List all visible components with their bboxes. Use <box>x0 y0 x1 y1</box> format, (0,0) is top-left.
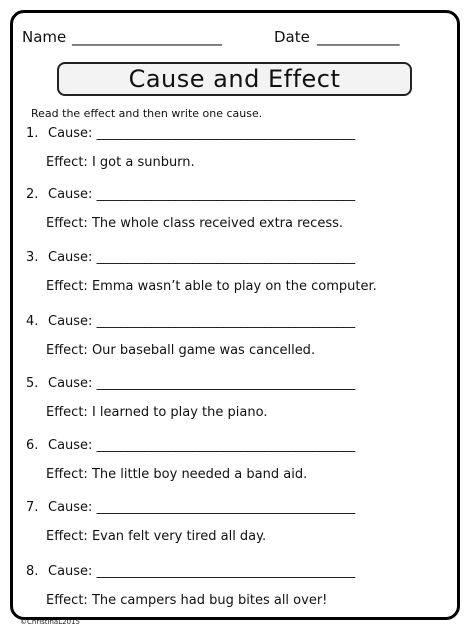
item-number: 2. <box>26 187 39 202</box>
effect-row <box>26 216 355 231</box>
cause-row <box>26 564 355 584</box>
effect-row <box>26 279 377 294</box>
cause-answer-line: ___________________________________________ <box>96 250 355 265</box>
date-field-line: ___________ <box>317 28 400 46</box>
effect-text: Our baseball game was cancelled. <box>91 343 316 358</box>
cause-answer-line: ___________________________________________ <box>96 438 355 453</box>
effect-text: The whole class received extra recess. <box>91 216 343 231</box>
item-number: 5. <box>26 376 39 391</box>
name-field-line: ____________________ <box>72 28 222 46</box>
cause-answer-line: ___________________________________________ <box>96 500 355 515</box>
cause-answer-line: ___________________________________________ <box>96 564 355 579</box>
effect-text: The campers had bug bites all over! <box>91 593 328 608</box>
list-item <box>26 500 355 544</box>
worksheet-title: Cause and Effect <box>57 62 412 96</box>
effect-label: Effect: <box>46 343 88 358</box>
list-item <box>26 187 355 231</box>
list-item <box>26 314 355 358</box>
cause-label: Cause: <box>48 187 93 202</box>
date-label: Date <box>274 28 310 46</box>
cause-label: Cause: <box>48 250 93 265</box>
effect-text: Evan felt very tired all day. <box>91 529 267 544</box>
list-item <box>26 126 355 170</box>
item-number: 6. <box>26 438 39 453</box>
item-number: 1. <box>26 126 39 141</box>
list-item <box>26 376 355 420</box>
effect-label: Effect: <box>46 155 88 170</box>
item-number: 3. <box>26 250 39 265</box>
cause-label: Cause: <box>48 314 93 329</box>
cause-answer-line: ___________________________________________ <box>96 314 355 329</box>
cause-label: Cause: <box>48 126 93 141</box>
effect-text: Emma wasn’t able to play on the computer. <box>91 279 377 294</box>
effect-label: Effect: <box>46 593 88 608</box>
effect-label: Effect: <box>46 279 88 294</box>
item-number: 7. <box>26 500 39 515</box>
item-number: 4. <box>26 314 39 329</box>
list-item <box>26 564 355 608</box>
effect-label: Effect: <box>46 529 88 544</box>
cause-row <box>26 126 355 146</box>
instructions: Read the effect and then write one cause. <box>31 107 263 120</box>
effect-row <box>26 593 355 608</box>
cause-label: Cause: <box>48 376 93 391</box>
cause-label: Cause: <box>48 564 93 579</box>
copyright-notice: ©ChristinaL2015 <box>20 618 80 626</box>
effect-row <box>26 529 355 544</box>
effect-text: I learned to play the piano. <box>91 405 268 420</box>
cause-row <box>26 314 355 334</box>
cause-row <box>26 187 355 207</box>
effect-label: Effect: <box>46 467 88 482</box>
effect-row <box>26 405 355 420</box>
effect-row <box>26 343 355 358</box>
name-label: Name <box>22 28 67 46</box>
effect-label: Effect: <box>46 216 88 231</box>
list-item <box>26 438 355 482</box>
cause-label: Cause: <box>48 438 93 453</box>
effect-label: Effect: <box>46 405 88 420</box>
item-number: 8. <box>26 564 39 579</box>
cause-answer-line: ___________________________________________ <box>96 187 355 202</box>
effect-text: The little boy needed a band aid. <box>91 467 308 482</box>
effect-text: I got a sunburn. <box>91 155 195 170</box>
cause-label: Cause: <box>48 500 93 515</box>
effect-row <box>26 155 355 170</box>
effect-row <box>26 467 355 482</box>
cause-row <box>26 250 377 270</box>
cause-answer-line: ___________________________________________ <box>96 126 355 141</box>
cause-row <box>26 376 355 396</box>
cause-answer-line: ___________________________________________ <box>96 376 355 391</box>
cause-row <box>26 500 355 520</box>
list-item <box>26 250 377 294</box>
cause-row <box>26 438 355 458</box>
